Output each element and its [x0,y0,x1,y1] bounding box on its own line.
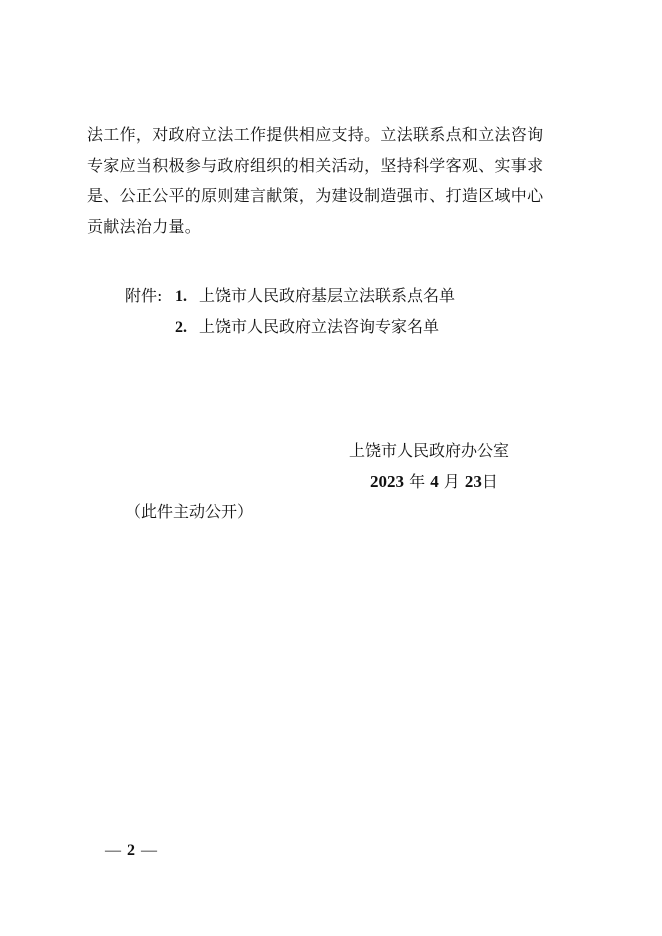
page-footer [105,842,157,860]
date-year: 2023 [370,472,404,491]
date-year-unit: 年 [409,472,426,491]
footer-dash-left: — [105,842,121,859]
issuing-office: 上饶市人民政府办公室 [349,441,510,460]
body-line: 是、公正公平的原则建言献策，为建设制造强市、打造区域中心 [87,186,544,205]
attachment-number: 1. [175,288,187,305]
attachments-label: 附件: [125,286,163,305]
page-number: 2 [127,842,135,859]
date-day-unit: 日 [481,472,498,491]
attachment-item [175,314,439,337]
footer-dash-right: — [141,842,157,859]
body-line: 专家应当积极参与政府组织的相关活动，坚持科学客观、实事求 [87,155,544,175]
body-line: 法工作，对政府立法工作提供相应支持。立法联系点和立法咨询 [87,125,544,144]
date-month-unit: 月 [443,472,460,491]
attachment-number: 2. [175,319,187,336]
issue-date [370,469,498,492]
attachment-title: 上饶市人民政府基层立法联系点名单 [199,286,456,305]
attachment-item [175,283,455,306]
disclosure-note: （此件主动公开） [125,502,254,521]
body-line: 贡献法治力量。 [87,216,202,236]
attachment-title: 上饶市人民政府立法咨询专家名单 [199,317,440,336]
date-month: 4 [430,472,439,491]
date-day: 23 [464,472,482,491]
body-paragraph [87,120,582,242]
